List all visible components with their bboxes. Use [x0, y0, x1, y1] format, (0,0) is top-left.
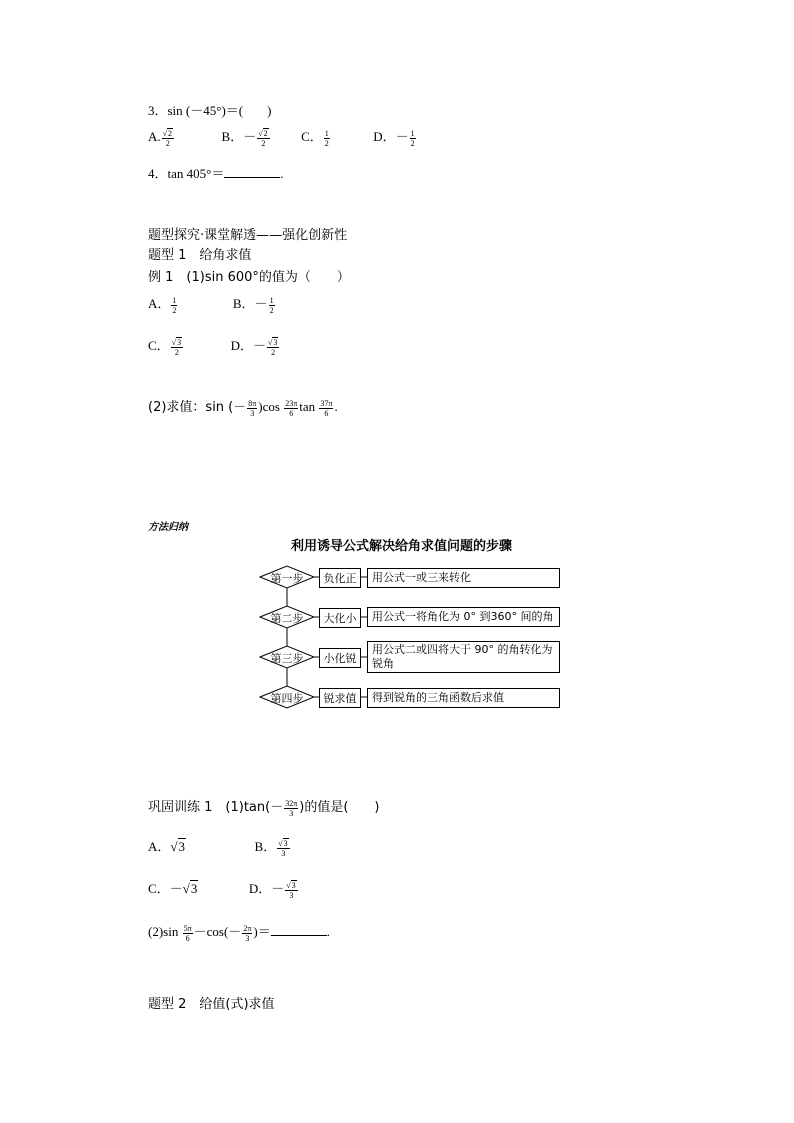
radicand: 2: [168, 128, 173, 138]
numerator: 5π: [183, 923, 192, 933]
denominator: 2: [174, 347, 179, 357]
ex1-row-ab: [148, 293, 276, 315]
radicand: 3: [291, 880, 296, 890]
fraction-37pi-6: [319, 399, 333, 418]
denominator: 3: [289, 808, 294, 818]
fraction-5pi-6: [183, 924, 193, 943]
practice1-option-c-label: C．－: [148, 881, 183, 896]
practice1-stem-suffix: )的值是( ): [299, 800, 380, 815]
step1-action: 负化正: [319, 568, 361, 588]
practice1-option-c-value: √3: [182, 881, 198, 896]
step2-desc: 用公式一将角化为 0° 到360° 间的角: [367, 607, 560, 627]
q3-option-d-label: D．－: [373, 129, 409, 144]
practice1-part2-end: .: [326, 924, 330, 939]
practice1-stem-prefix: 巩固训练 1 (1)tan(－: [148, 800, 284, 815]
type1-title: 题型 1 给角求值: [148, 248, 252, 263]
practice1-part2-mid: －cos(－: [193, 924, 242, 939]
ex1-part2-prefix: (2)求值：sin (－: [148, 400, 247, 415]
practice1-part2-prefix: (2)sin: [148, 924, 182, 939]
numerator: 37π: [320, 398, 333, 408]
fraction-8pi-3: [247, 399, 257, 418]
ex1-part2-end: .: [334, 399, 338, 414]
ex1-stem: 例 1 (1)sin 600°的值为（ ）: [148, 270, 350, 285]
method-label: 方法归纳: [148, 522, 188, 533]
section-title: 题型探究·课堂解透——强化创新性: [148, 228, 348, 243]
ex1-option-b[interactable]: [232, 295, 276, 315]
step4-label: 第四步: [270, 692, 304, 705]
q3-option-c-label: C．: [301, 129, 323, 144]
denominator: 2: [271, 347, 276, 357]
radicand: 3: [190, 881, 198, 896]
denominator: 3: [245, 933, 250, 943]
numerator: 1: [324, 128, 329, 138]
numerator: 2π: [243, 923, 252, 933]
radicand: 2: [263, 128, 268, 138]
q3-stem-end: ): [267, 103, 272, 118]
practice1-part2: [148, 921, 330, 943]
denominator: 3: [250, 408, 255, 418]
q3-option-b-value: $\frac{√2}{2}$: [258, 128, 268, 148]
step1-desc: 用公式一或三来转化: [367, 568, 560, 588]
ex1-option-a-label: A．: [148, 296, 171, 311]
radicand: 3: [273, 337, 278, 347]
practice1-option-b-label: B．: [254, 839, 277, 854]
q3-option-a[interactable]: [148, 128, 175, 148]
denominator: 6: [324, 408, 329, 418]
ex1-option-b-label: B．－: [232, 296, 268, 311]
denominator: 3: [281, 848, 286, 858]
q3-option-a-value: $\frac{√2}{2}$: [162, 128, 173, 148]
numerator: 1: [269, 295, 274, 305]
step2-action: 大化小: [319, 608, 361, 628]
practice1-option-d[interactable]: [248, 880, 299, 900]
fraction-32pi-3: [284, 799, 298, 818]
q3-option-a-label: A.: [148, 129, 161, 144]
step1-label: 第一步: [270, 572, 304, 585]
denominator: 2: [324, 138, 329, 148]
ex1-option-b-value: [269, 296, 275, 315]
step4-action: 锐求值: [319, 688, 361, 708]
ex1-option-c-label: C．: [148, 338, 170, 353]
practice1-option-a-label: A．: [148, 839, 171, 854]
denominator: 3: [289, 890, 294, 900]
type2-title: 题型 2 给值(式)求值: [148, 997, 275, 1012]
numerator: 32π: [285, 798, 298, 808]
ex1-option-c[interactable]: [148, 337, 184, 357]
ex1-part2: [148, 396, 338, 418]
q3-stem: [148, 100, 271, 119]
radicand: 3: [178, 839, 186, 854]
denominator: 2: [261, 138, 266, 148]
radicand: 3: [177, 337, 182, 347]
q3-option-d[interactable]: [373, 128, 416, 148]
ex1-option-c-value: $\frac{√3}{2}$: [171, 337, 182, 357]
practice1-option-a[interactable]: [148, 839, 186, 854]
ex1-part2-cos: )cos: [258, 399, 284, 414]
q3-option-d-value: [410, 129, 416, 148]
fraction-2pi-3: [242, 924, 252, 943]
q4-end: .: [280, 166, 284, 181]
q3-option-c-value: [324, 129, 330, 148]
step3-label: 第三步: [270, 652, 304, 665]
fraction-23pi-6: [284, 399, 298, 418]
denominator: 2: [269, 305, 274, 315]
ex1-option-d-value: $\frac{√3}{2}$: [267, 337, 278, 357]
method-title: 利用诱导公式解决给角求值问题的步骤: [291, 539, 513, 554]
q3-stem-text: 3．sin (－45°)＝(: [148, 103, 244, 118]
practice1-option-d-label: D．－: [248, 881, 285, 896]
step3-action: 小化锐: [319, 648, 361, 668]
practice1-option-c[interactable]: [148, 881, 198, 896]
q3-options: [148, 126, 417, 148]
step3-desc: 用公式二或四将大于 90° 的角转化为锐角: [367, 641, 560, 673]
practice1-answer-blank[interactable]: [271, 923, 327, 936]
practice1-option-b-value: $\frac{√3}{3}$: [278, 838, 288, 858]
q3-option-b-label: B．－: [221, 129, 257, 144]
q3-option-c[interactable]: [301, 128, 331, 148]
denominator: 2: [165, 138, 170, 148]
numerator: 1: [410, 128, 415, 138]
ex1-option-d[interactable]: [230, 337, 281, 357]
practice1-option-d-value: $\frac{√3}{3}$: [286, 880, 296, 900]
numerator: 1: [172, 295, 177, 305]
practice1-row-ab: [148, 836, 291, 858]
numerator: 23π: [285, 398, 298, 408]
ex1-option-a[interactable]: [148, 295, 178, 315]
q4-stem-text: 4．tan 405°＝: [148, 166, 225, 181]
denominator: 6: [289, 408, 294, 418]
denominator: 2: [172, 305, 177, 315]
radicand: 3: [283, 838, 288, 848]
denominator: 2: [410, 138, 415, 148]
q3-option-b[interactable]: [221, 128, 271, 148]
practice1-row-cd: [148, 878, 299, 900]
step4-desc: 得到锐角的三角函数后求值: [367, 688, 560, 708]
numerator: 8π: [248, 398, 257, 408]
q4-answer-blank[interactable]: [224, 165, 280, 178]
denominator: 6: [185, 933, 190, 943]
q4-stem: [148, 163, 284, 182]
practice1-stem: [148, 796, 379, 818]
ex1-option-d-label: D．－: [230, 338, 266, 353]
practice1-option-b[interactable]: [254, 838, 291, 858]
ex1-row-cd: [148, 335, 280, 357]
practice1-option-a-value: √3: [170, 839, 186, 854]
step2-label: 第二步: [270, 612, 304, 625]
ex1-option-a-value: [171, 296, 177, 315]
ex1-part2-tan: tan: [299, 399, 319, 414]
practice1-part2-suffix: )＝: [253, 924, 271, 939]
